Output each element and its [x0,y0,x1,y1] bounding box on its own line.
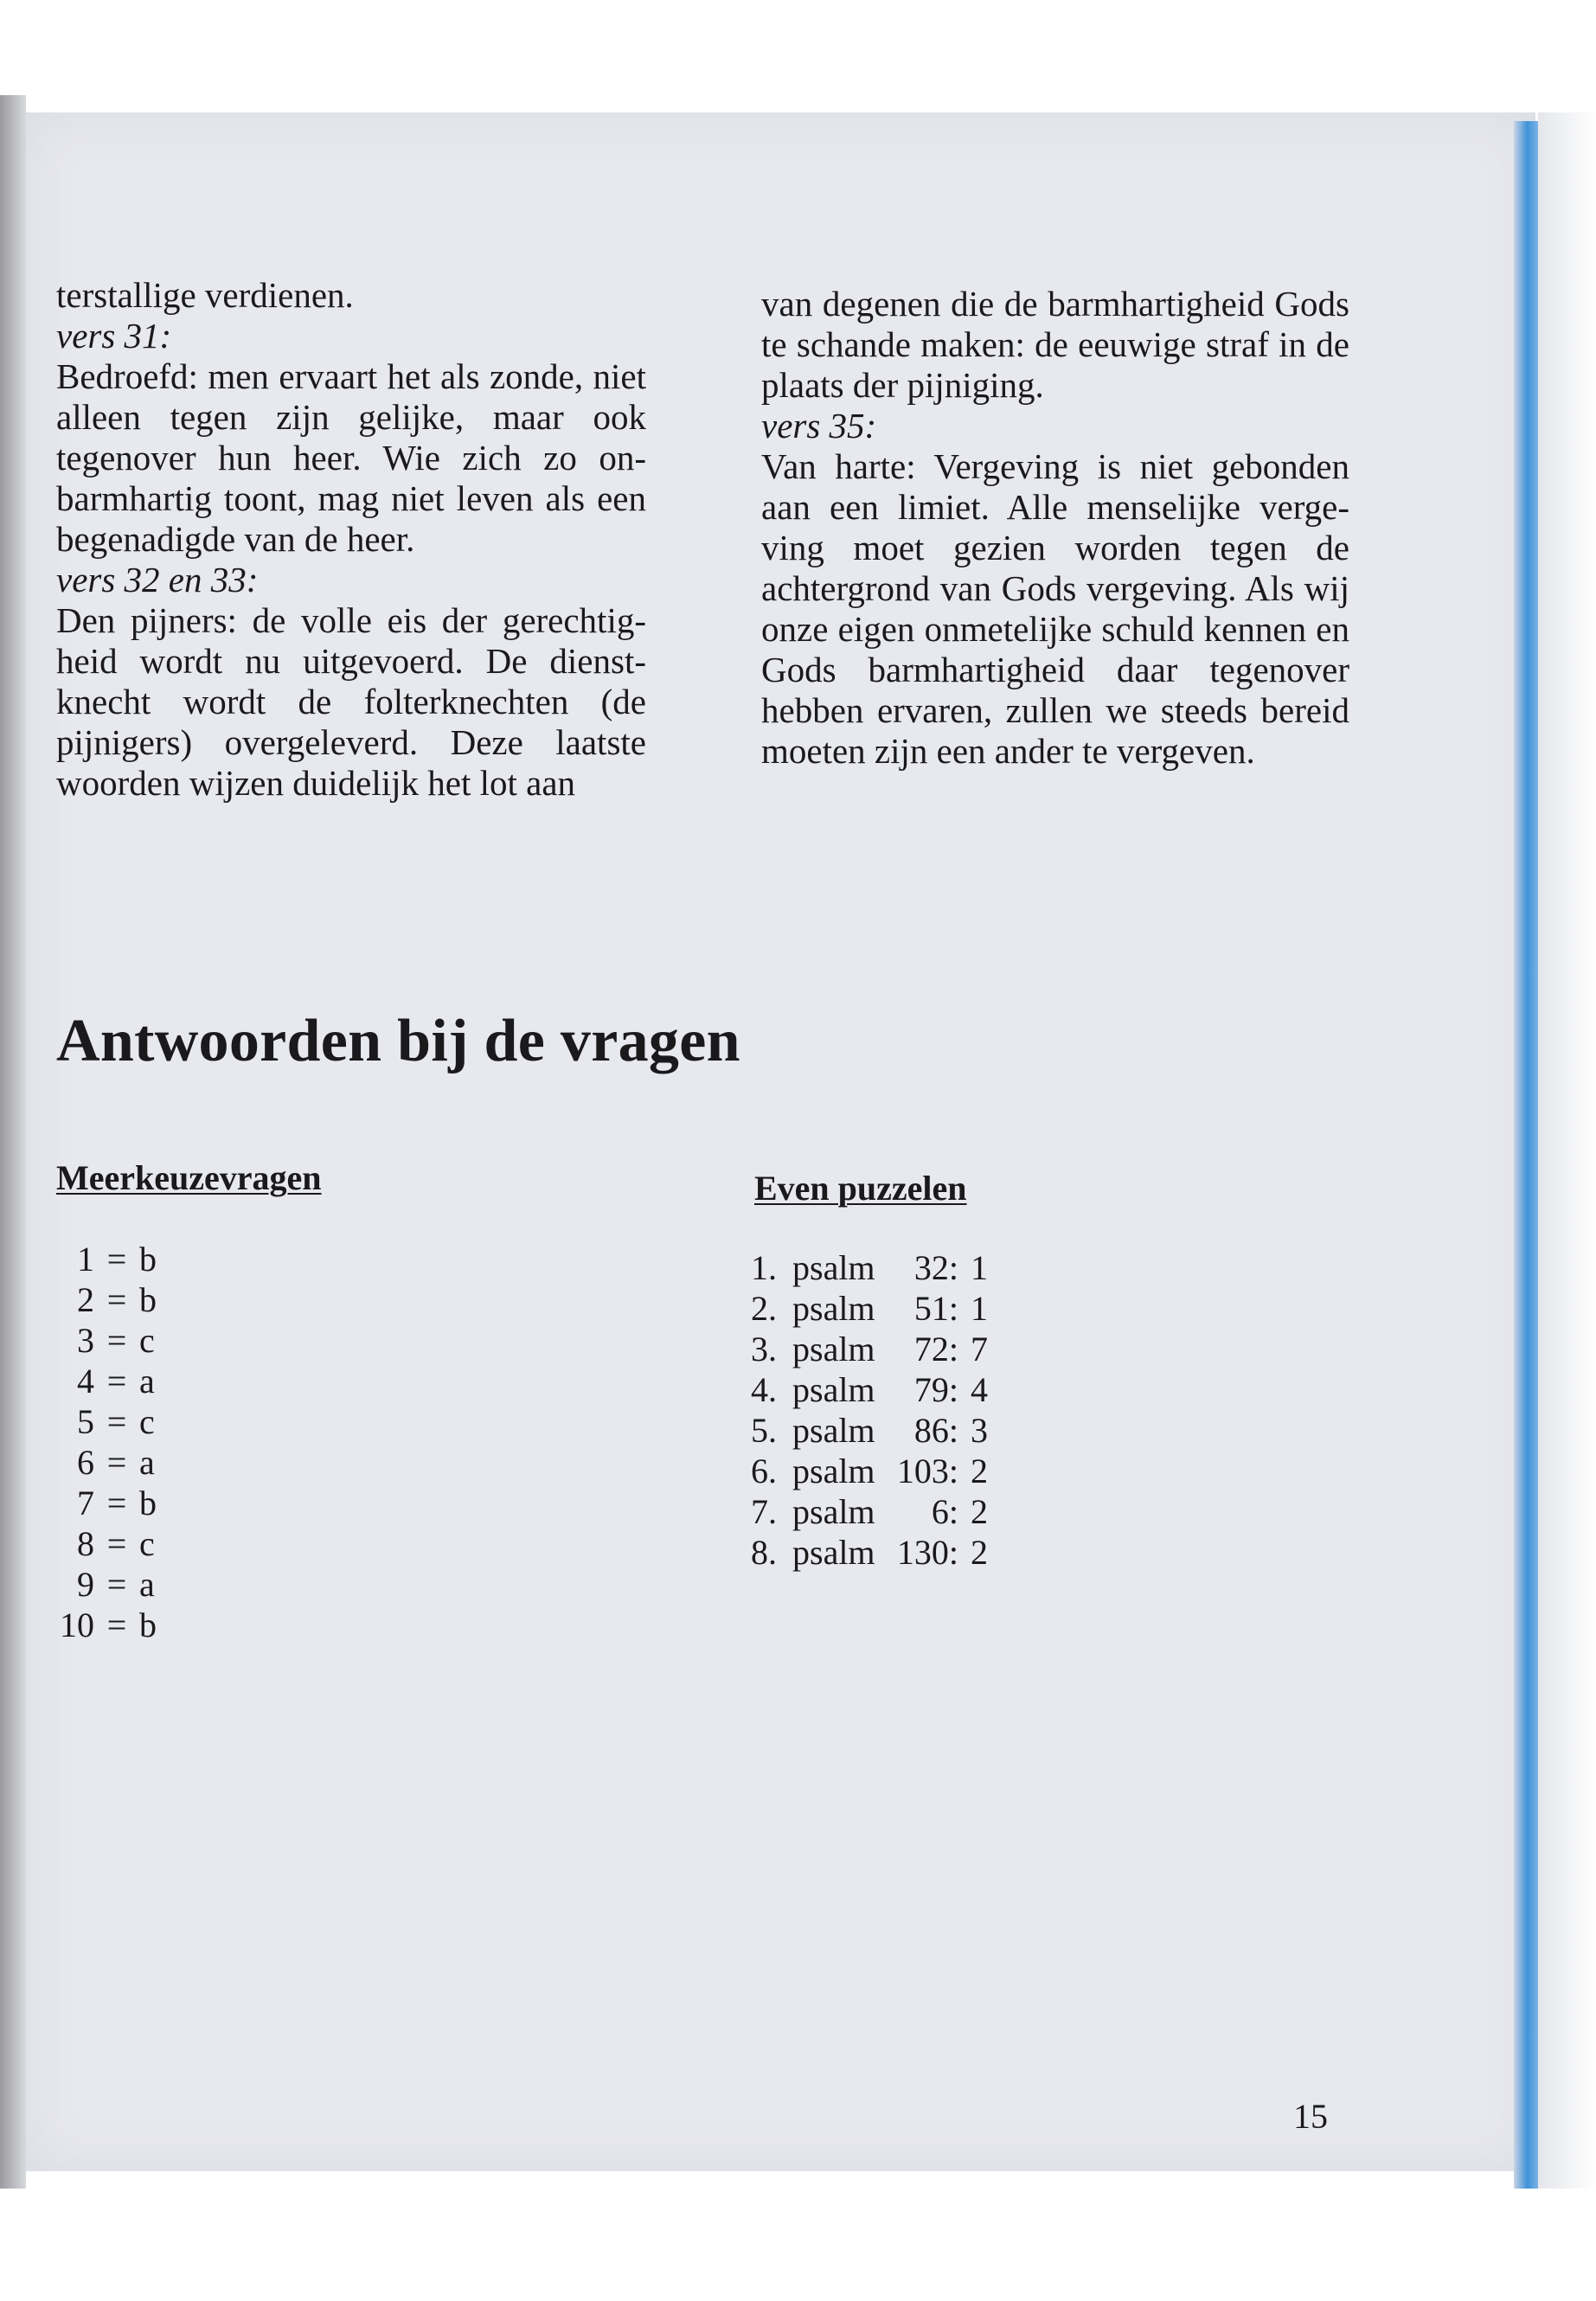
puzzle-title: Even puzzelen [754,1169,967,1208]
list-item: 8 = c [77,1524,155,1563]
verse-label: vers 32 en 33: [56,560,259,599]
list-item: 3 = c [77,1321,155,1360]
paragraph: terstallige verdienen. [56,275,354,315]
page-binding-edge [0,95,26,2189]
list-item: 1. psalm 32: 1 [751,1248,988,1287]
left-text-column [56,275,646,804]
right-text-column [761,284,1349,772]
blue-cover-edge [1514,121,1538,2189]
puzzle-list [751,1247,988,1573]
list-item: 10 = b [60,1606,157,1644]
paragraph: van degenen die de barmhartigheid Gods te schande maken: de eeuwige straf in de plaats der pijniging. [761,284,1349,405]
answers-heading: Antwoorden bij de vragen [56,1008,740,1074]
paragraph: Den pijners: de volle eis der gerechtigheid wordt nu uitgevoerd. De dienstknecht wordt de folterknechten (de pijnigers) overgeleverd. Deze laatste woorden wijzen duidelijk het lot aan [56,600,646,803]
list-item: 9 = a [77,1565,155,1604]
list-item: 7. psalm 6: 2 [751,1492,988,1531]
list-item: 7 = b [77,1484,157,1522]
verse-label: vers 35: [761,406,877,445]
page-outer-margin [1538,112,1596,2189]
list-item: 8. psalm 130: 2 [751,1533,988,1572]
paragraph: Bedroefd: men ervaart het als zonde, niet alleen tegen zijn gelijke, maar ook tegenover hun heer. Wie zich zo onbarmhartig toont, mag niet leven als een begenadigde van de heer. [56,356,646,559]
list-item: 6. psalm 103: 2 [751,1452,988,1490]
list-item: 3. psalm 72: 7 [751,1330,988,1368]
list-item: 5 = c [77,1402,155,1441]
list-item: 4. psalm 79: 4 [751,1370,988,1409]
multiple-choice-title: Meerkeuzevragen [56,1158,322,1197]
paragraph: Van harte: Vergeving is niet gebonden aan een limiet. Alle menselijke vergeving moet gezien worden tegen de achtergrond van Gods vergeving. Als wij onze eigen onmetelijke schuld kennen en Gods barmhartigheid daar tegenover hebben ervaren, zullen we steeds bereid moeten zijn een ander te vergeven. [761,446,1349,771]
verse-label: vers 31: [56,316,172,356]
list-item: 5. psalm 86: 3 [751,1411,988,1450]
multiple-choice-list [56,1239,157,1645]
list-item: 6 = a [77,1443,155,1482]
list-item: 2. psalm 51: 1 [751,1289,988,1328]
list-item: 2 = b [77,1280,157,1319]
page-number: 15 [1293,2097,1328,2136]
list-item: 1 = b [77,1240,157,1279]
list-item: 4 = a [77,1362,155,1400]
